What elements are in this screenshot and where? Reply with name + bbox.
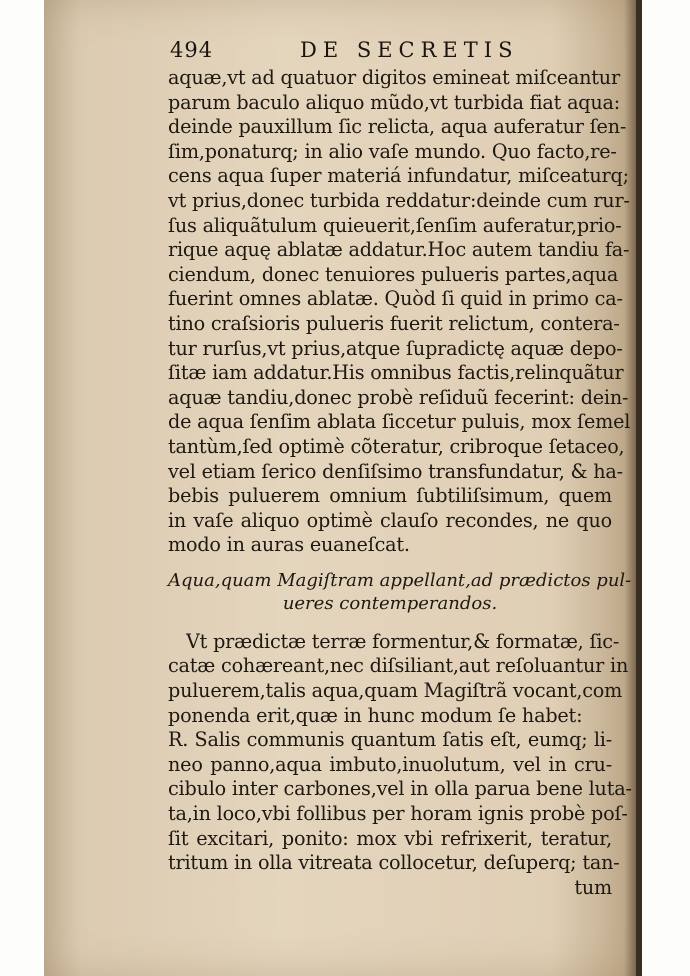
text-line: ſus aliquãtulum quieuerit,ſenſim auferatur,prio-	[168, 213, 622, 237]
text-line: deinde pauxillum ſic relicta, aqua auferatur ſen-	[168, 115, 627, 139]
text-line: vt prius,donec turbida reddatur:deinde cum rur-	[168, 188, 630, 212]
heading-line: ueres contemperandos.	[282, 592, 498, 614]
text-line: puluerem,talis aqua,quam Magiſtrã vocant,com	[168, 679, 623, 703]
text-line: fuerint omnes ablatæ. Quòd ſi quid in primo ca-	[168, 287, 623, 311]
text-line: aquæ,vt ad quatuor digitos emineat miſceantur	[168, 66, 620, 89]
text-line: rique aquę ablatæ addatur.Hoc autem tandiu fa-	[168, 238, 630, 262]
text-line: cens aqua ſuper materiá infundatur, miſceaturq;	[168, 164, 629, 188]
text-line: Vt prædictæ terræ formentur,& formatæ, ſic-	[186, 629, 620, 653]
text-line: ciendum, donec tenuiores pulueris partes,aqua	[168, 262, 619, 286]
text-line: de aqua ſenſim ablata ſiccetur puluis, mox ſemel	[168, 410, 631, 434]
text-line: catæ cohæreant,nec diſsiliant,aut reſoluantur in	[168, 654, 629, 678]
text-line: tino craſsioris pulueris fuerit relictum, contera-	[168, 311, 620, 335]
text-line: ſit excitari, ponito: mox vbi refrixerit, teratur,	[168, 826, 612, 850]
text-line: bebis puluerem omnium ſubtiliſsimum, quem	[168, 484, 612, 508]
text-line: ſitæ iam addatur.His omnibus factis,relinquãtur	[168, 361, 624, 385]
book-spine	[636, 0, 642, 976]
text-line: ta,in loco,vbi follibus per horam ignis probè poſ-	[168, 802, 628, 826]
text-line: tantùm,ſed optimè cõteratur, cribroque ſetaceo,	[168, 434, 625, 458]
text-line: cibulo inter carbones,vel in olla parua bene luta-	[168, 777, 632, 801]
text-line: aquæ tandiu,donec probè reſiduũ fecerint: dein-	[168, 385, 629, 409]
text-line: parum baculo aliquo mũdo,vt turbida fiat aqua:	[168, 90, 621, 114]
text-line: neo panno,aqua imbuto,inuolutum, vel in cru-	[168, 752, 612, 776]
text-line: ponenda erit,quæ in hunc modum ſe habet:	[168, 703, 583, 727]
text-line: vel etiam ſerico denſiſsimo transfundatur, & ha-	[168, 459, 623, 483]
text-line: R. Salis communis quantum ſatis eſt, eumq; li-	[168, 728, 612, 752]
paragraph-1	[168, 66, 631, 558]
catchword: tum	[574, 875, 612, 899]
heading-line: Aqua,quam Magiſtram appellant,ad prædictos pul-	[168, 569, 632, 591]
text-line: in vaſe aliquo optimè clauſo recondes, ne quo	[168, 508, 612, 532]
page-text	[168, 66, 632, 900]
text-line: tritum in olla vitreata collocetur, deſuperq; tan-	[168, 851, 620, 875]
page-number: 494	[170, 38, 214, 62]
text-line: ſim,ponaturq; in alio vaſe mundo. Quo facto,re-	[168, 139, 617, 163]
text-line: tur rurſus,vt prius,atque ſupradictę aquæ depo-	[168, 336, 623, 360]
text-line: modo in auras euaneſcat.	[168, 533, 410, 557]
section-heading	[168, 569, 632, 616]
paragraph-2	[168, 629, 632, 901]
running-head: DE SECRETIS	[300, 38, 519, 62]
